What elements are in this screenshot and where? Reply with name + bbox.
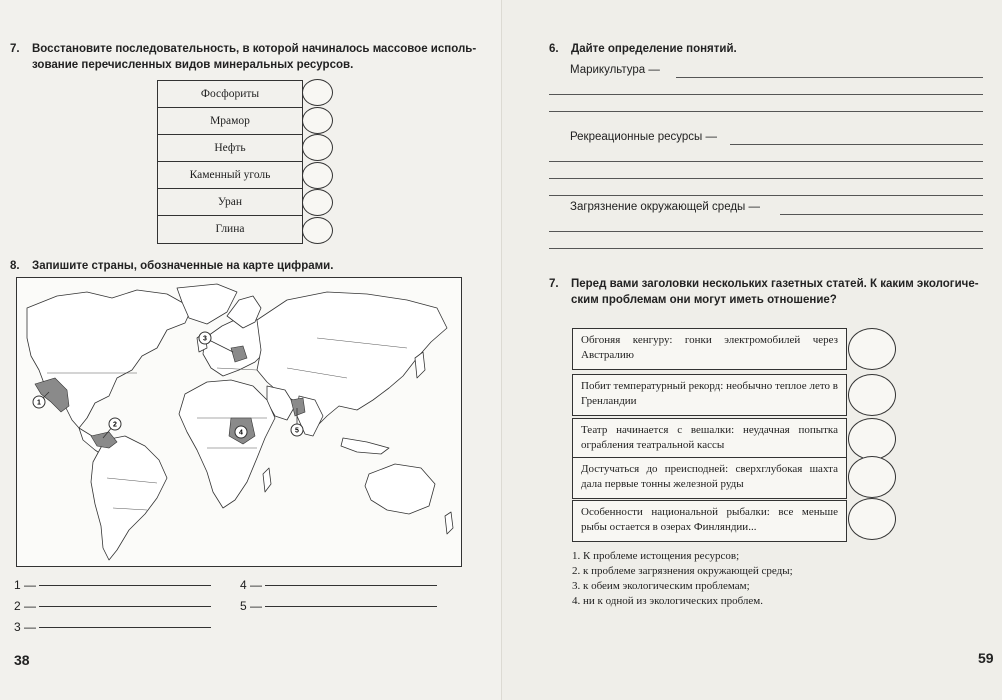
answer-line[interactable] (549, 195, 983, 196)
option-4: 4. ни к одной из экологических проблем. (572, 595, 763, 607)
answer-line[interactable] (730, 144, 983, 145)
answer-row-1 (14, 578, 211, 592)
sequence-answer-circles (302, 79, 333, 244)
task-title-line1: Перед вами заголовки нескольких газетных статей. К каким экологиче- (571, 278, 979, 290)
mineral-cell: Фосфориты (158, 81, 302, 108)
marker-4-label: 4 (239, 429, 243, 437)
answer-line[interactable] (265, 606, 437, 607)
answer-circle[interactable] (302, 189, 333, 216)
headline-answer-circle[interactable] (848, 498, 896, 540)
mineral-cell: Глина (215, 223, 245, 235)
term-marikultura: Марикультура — (570, 64, 660, 76)
task7-right-title (549, 276, 994, 308)
answer-circle[interactable] (302, 162, 333, 189)
answer-line[interactable] (549, 111, 983, 112)
answer-circle[interactable] (302, 217, 333, 244)
marker-1-label: 1 (37, 399, 41, 407)
option-2: 2. к проблеме загрязнения окружающей среды; (572, 565, 793, 577)
answer-label: 5 — (240, 599, 263, 613)
answer-row-4 (240, 578, 437, 592)
answer-row-3 (14, 620, 211, 634)
mineral-cell: Нефть (158, 135, 302, 162)
answer-line[interactable] (549, 94, 983, 95)
answer-circle[interactable] (302, 79, 333, 106)
mineral-cell: Мрамор (158, 108, 302, 135)
headline-box-3: Театр начинается с вешалки: неудачная попытка ограбления театральной кассы (572, 418, 847, 460)
headline-box-1: Обгоняя кенгуру: гонки электромобилей через Австралию (572, 328, 847, 370)
answer-label: 3 — (14, 620, 37, 634)
page-number-left: 38 (14, 652, 30, 668)
mineral-cell: Каменный уголь (158, 162, 302, 189)
option-1: 1. К проблеме истощения ресурсов; (572, 550, 740, 562)
answer-line[interactable] (549, 248, 983, 249)
headline-box-4: Достучаться до преисподней: сверхглубокая шахта дала первые тонны железной руды (572, 457, 847, 499)
task-number: 7. (10, 43, 20, 55)
task-title-text: Дайте определение понятий. (571, 43, 737, 55)
answer-line[interactable] (39, 627, 211, 628)
minerals-table (157, 80, 303, 244)
answer-line[interactable] (780, 214, 983, 215)
headline-answer-circle[interactable] (848, 418, 896, 460)
answer-line[interactable] (265, 585, 437, 586)
task-number: 7. (549, 278, 559, 290)
task-title-line2: зование перечисленных видов минеральных ресурсов. (32, 59, 354, 71)
mineral-cell: Уран (158, 189, 302, 216)
marker-5-label: 5 (295, 427, 299, 435)
answer-label: 1 — (14, 578, 37, 592)
marker-3-label: 3 (203, 335, 207, 343)
answer-row-2 (14, 599, 211, 613)
answer-line[interactable] (39, 585, 211, 586)
task-title-line2: ским проблемам они могут иметь отношение? (571, 294, 837, 306)
task-title-text: Запишите страны, обозначенные на карте цифрами. (32, 260, 334, 272)
term-pollution: Загрязнение окружающей среды — (570, 201, 761, 213)
answer-row-5 (240, 599, 437, 613)
answer-label: 2 — (14, 599, 37, 613)
world-map-svg (17, 278, 462, 567)
headline-answer-circle[interactable] (848, 374, 896, 416)
task7-left-title (10, 41, 480, 73)
answer-line[interactable] (549, 161, 983, 162)
term-recreational: Рекреационные ресурсы — (570, 131, 718, 143)
answer-circle[interactable] (302, 134, 333, 161)
task-title-line1: Восстановите последовательность, в которой начиналось массовое исполь- (32, 43, 477, 55)
task-number: 6. (549, 43, 559, 55)
task8-title (10, 258, 480, 274)
answer-label: 4 — (240, 578, 263, 592)
answer-line[interactable] (549, 231, 983, 232)
headline-box-2: Побит температурный рекорд: необычно теплое лето в Гренландии (572, 374, 847, 416)
headline-answer-circle[interactable] (848, 328, 896, 370)
headline-answer-circle[interactable] (848, 456, 896, 498)
task-number: 8. (10, 260, 20, 272)
page-number-right: 59 (978, 650, 994, 666)
marker-2-label: 2 (113, 421, 117, 429)
answer-line[interactable] (39, 606, 211, 607)
answer-line[interactable] (676, 77, 983, 78)
option-3: 3. к обеим экологическим проблемам; (572, 580, 750, 592)
world-map (16, 277, 462, 567)
answer-circle[interactable] (302, 107, 333, 134)
answer-line[interactable] (549, 178, 983, 179)
headline-box-5: Особенности национальной рыбалки: все меньше рыбы остается в озерах Финляндии... (572, 500, 847, 542)
task6-title (549, 41, 989, 57)
